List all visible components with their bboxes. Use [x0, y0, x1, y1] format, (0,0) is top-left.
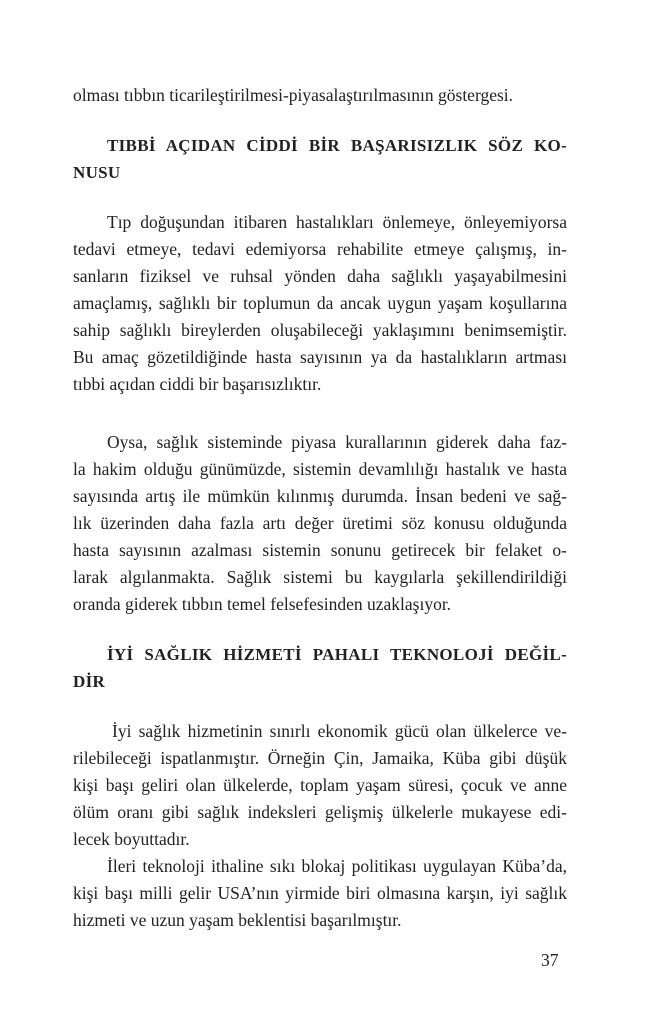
- text-line: tıbbi açıdan ciddi bir başarısızlıktır.: [73, 374, 322, 394]
- text-line: la hakim olduğu günümüzde, sistemin devamlılığı hastalık ve hasta: [73, 459, 567, 479]
- text-line: oranda giderek tıbbın temel felsefesinden uzaklaşıyor.: [73, 594, 452, 614]
- text-line: Tıp doğuşundan itibaren hastalıkları önlemeye, önleyemiyorsa: [107, 212, 567, 232]
- paragraph: [73, 429, 567, 618]
- heading-line: NUSU: [73, 163, 121, 182]
- text-line: Oysa, sağlık sisteminde piyasa kurallarının giderek daha faz-: [107, 432, 567, 452]
- text-line: amaçlamış, sağlıklı bir toplumun da ancak uygun yaşam koşullarına: [73, 293, 567, 313]
- text-line: kişi başı geliri olan ülkelerde, toplam yaşam süresi, çocuk ve anne: [73, 775, 567, 795]
- page-number: 37: [541, 950, 559, 970]
- section-heading: [73, 641, 567, 695]
- text-line: tedavi etmeye, tedavi edemiyorsa rehabilite etmeye çalışmış, in-: [73, 239, 567, 259]
- paragraph: [73, 209, 567, 398]
- text-line: rilebileceği ispatlanmıştır. Örneğin Çin, Jamaika, Küba gibi düşük: [73, 748, 567, 768]
- text-line: sahip sağlıklı bireylerden oluşabileceği yaklaşımını benimsemiştir.: [73, 320, 567, 340]
- text-line: lecek boyuttadır.: [73, 829, 190, 849]
- heading-line: DİR: [73, 672, 106, 691]
- text-line: sayısında artış ile mümkün kılınmış durumda. İnsan bedeni ve sağ-: [73, 486, 567, 506]
- text-line: ölüm oranı gibi sağlık indeksleri gelişmiş ülkelerle mukayese edi-: [73, 802, 567, 822]
- heading-line: İYİ SAĞLIK HİZMETİ PAHALI TEKNOLOJİ DEĞİL-: [107, 645, 567, 664]
- text-line: sanların fiziksel ve ruhsal yönden daha sağlıklı yaşayabilmesini: [73, 266, 567, 286]
- text-line: olması tıbbın ticarileştirilmesi-piyasalaştırılmasının göstergesi.: [73, 85, 514, 105]
- text-line: İleri teknoloji ithaline sıkı blokaj politikası uygulayan Küba’da,: [107, 856, 567, 876]
- paragraph: [73, 853, 567, 934]
- paragraph: [73, 82, 567, 109]
- text-line: İyi sağlık hizmetinin sınırlı ekonomik gücü olan ülkelerce ve-: [112, 721, 567, 741]
- text-line: hizmeti ve uzun yaşam beklentisi başarılmıştır.: [73, 910, 402, 930]
- page-body: [73, 82, 567, 934]
- text-line: hasta sayısının azalması sistemin sonunu getirecek bir felaket o-: [73, 540, 567, 560]
- section-heading: [73, 132, 567, 186]
- text-line: Bu amaç gözetildiğinde hasta sayısının ya da hastalıkların artması: [73, 347, 567, 367]
- text-line: larak algılanmakta. Sağlık sistemi bu kaygılarla şekillendirildiği: [73, 567, 567, 587]
- text-line: lık üzerinden daha fazla artı değer üretimi söz konusu olduğunda: [73, 513, 567, 533]
- text-line: kişi başı milli gelir USA’nın yirmide biri olmasına karşın, iyi sağlık: [73, 883, 567, 903]
- paragraph: [73, 718, 567, 853]
- heading-line: TIBBİ AÇIDAN CİDDİ BİR BAŞARISIZLIK SÖZ KO-: [107, 136, 567, 155]
